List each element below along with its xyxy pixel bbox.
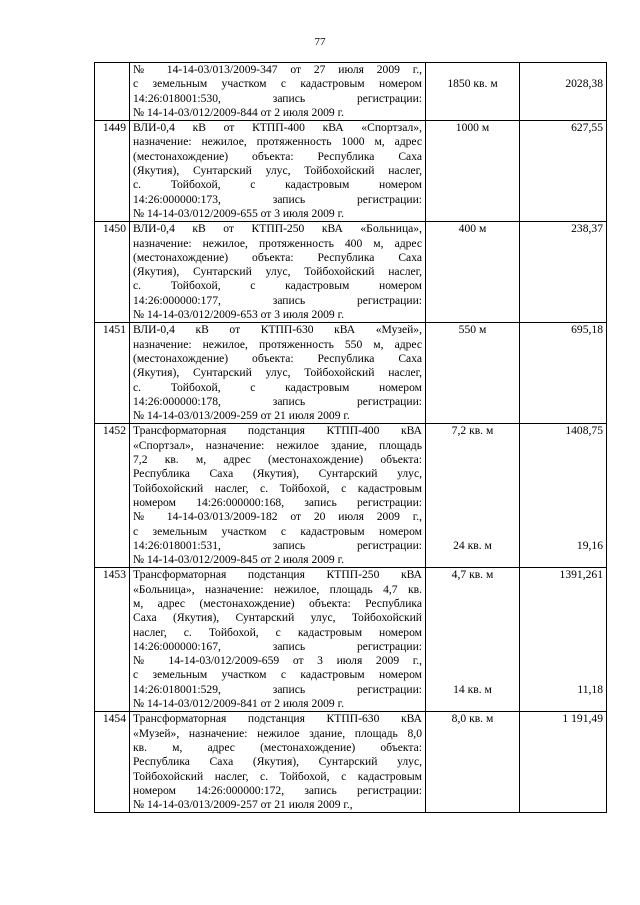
description-cell	[130, 568, 426, 712]
cost-cell	[520, 121, 607, 222]
description-line: «Музей», назначение: нежилое здание, площадь 8,0	[133, 726, 422, 740]
area-value: 400 м	[458, 222, 487, 236]
description-line: Тойбохойский наслег, с. Тойбохой, с кадастровым	[133, 769, 422, 783]
cost-value	[523, 525, 603, 539]
description-cell	[130, 63, 426, 121]
row-number-cell	[95, 63, 130, 121]
cost-value: 11,18	[577, 682, 603, 696]
table-row	[95, 323, 607, 424]
cost-value	[523, 453, 603, 467]
description-line: (местонахождение) объекта: Республика Саха	[133, 351, 422, 365]
area-value: 24 кв. м	[453, 538, 492, 552]
area-cell	[426, 424, 520, 568]
description-line: 14:26:000000:173, запись регистрации:	[133, 192, 422, 206]
description-cell	[130, 323, 426, 424]
row-number-cell: 1454	[95, 712, 130, 813]
table-row	[95, 424, 607, 568]
area-value: 4,7 кв. м	[451, 568, 494, 582]
area-value: 7,2 кв. м	[451, 424, 494, 438]
cost-value: 1391,261	[559, 568, 603, 582]
description-line: назначение: нежилое, протяженность 550 м, адрес	[133, 337, 422, 351]
area-value: 550 м	[458, 323, 487, 337]
area-value	[429, 467, 516, 481]
area-value	[429, 63, 516, 77]
description-line: 14:26:018001:530, запись регистрации:	[133, 91, 422, 105]
area-value: 1000 м	[455, 121, 490, 135]
area-cell	[426, 712, 520, 813]
description-line: № 14-14-03/012/2009-841 от 2 июля 2009 г.	[133, 697, 344, 711]
description-line: Республика Саха (Якутия), Сунтарский улус,	[133, 755, 422, 769]
cost-value: 627,55	[571, 121, 603, 135]
description-line: номером 14:26:000000:168, запись регистрации:	[133, 495, 422, 509]
description-line: м, адрес (местонахождение) объекта: Республика	[133, 596, 422, 610]
area-value	[429, 453, 516, 467]
cost-cell	[520, 63, 607, 121]
table-row	[95, 568, 607, 712]
cost-value	[523, 668, 603, 682]
cost-value	[523, 597, 603, 611]
description-line: с земельным участком с кадастровым номером	[133, 524, 422, 538]
cost-value: 1408,75	[565, 424, 603, 438]
description-line: ВЛИ-0,4 кВ от КТПП-400 кВА «Спортзал»,	[133, 121, 422, 135]
area-value	[429, 583, 516, 597]
cost-cell	[520, 568, 607, 712]
description-line: ВЛИ-0,4 кВ от КТПП-630 кВА «Музей»,	[133, 323, 422, 337]
description-line: Саха (Якутия), Сунтарский улус, Тойбохойский	[133, 611, 422, 625]
description-line: с. Тойбохой, с кадастровым номером	[133, 279, 422, 293]
description-line: № 14-14-03/012/2009-845 от 2 июля 2009 г.	[133, 553, 344, 567]
area-value	[429, 611, 516, 625]
cost-value	[523, 611, 603, 625]
row-number-cell: 1452	[95, 424, 130, 568]
description-line: 14:26:018001:531, запись регистрации:	[133, 538, 422, 552]
description-line: № 14-14-03/012/2009-844 от 2 июля 2009 г.	[133, 105, 344, 119]
registry-table-body	[95, 63, 607, 813]
cost-cell	[520, 222, 607, 323]
description-line: Тойбохойский наслег, с. Тойбохой, с кадастровым	[133, 481, 422, 495]
description-line: № 14-14-03/012/2009-655 от 3 июля 2009 г.	[133, 206, 344, 220]
description-line: 14:26:000000:167, запись регистрации:	[133, 639, 422, 653]
description-line: (Якутия), Сунтарский улус, Тойбохойский наслег,	[133, 164, 422, 178]
cost-value	[523, 626, 603, 640]
area-cell	[426, 121, 520, 222]
description-line: № 14-14-03/012/2009-659 от 3 июля 2009 г.,	[133, 654, 422, 668]
description-line: с. Тойбохой, с кадастровым номером	[133, 380, 422, 394]
table-row	[95, 63, 607, 121]
description-line: (Якутия), Сунтарский улус, Тойбохойский наслег,	[133, 265, 422, 279]
cost-value	[523, 583, 603, 597]
area-cell	[426, 568, 520, 712]
property-registry-table	[94, 62, 607, 813]
description-line: № 14-14-03/013/2009-182 от 20 июля 2009 г.,	[133, 510, 422, 524]
description-line: № 14-14-03/013/2009-347 от 27 июля 2009 г.,	[133, 63, 422, 76]
area-value	[429, 496, 516, 510]
description-line: с земельным участком с кадастровым номером	[133, 668, 422, 682]
description-line: 14:26:000000:178, запись регистрации:	[133, 394, 422, 408]
cost-value: 19,16	[576, 538, 603, 552]
table-row	[95, 121, 607, 222]
cost-value	[523, 510, 603, 524]
area-value: 1850 кв. м	[447, 77, 498, 91]
page-number: 77	[314, 36, 326, 48]
description-line: (местонахождение) объекта: Республика Саха	[133, 250, 422, 264]
description-line: 14:26:018001:529, запись регистрации:	[133, 682, 422, 696]
description-cell	[130, 424, 426, 568]
cost-value	[523, 63, 603, 77]
description-line: «Спортзал», назначение: нежилое здание, площадь	[133, 438, 422, 452]
description-line: ВЛИ-0,4 кВ от КТПП-250 кВА «Больница»,	[133, 222, 422, 236]
area-value	[429, 668, 516, 682]
cost-value: 1 191,49	[562, 712, 603, 726]
description-line: 7,2 кв. м, адрес (местонахождение) объекта:	[133, 453, 422, 467]
description-line: Республика Саха (Якутия), Сунтарский улус,	[133, 467, 422, 481]
description-line: № 14-14-03/013/2009-257 от 21 июля 2009 г.,	[133, 798, 353, 812]
cost-value	[523, 439, 603, 453]
description-line: кв. м, адрес (местонахождение) объекта:	[133, 740, 422, 754]
description-line: номером 14:26:000000:172, запись регистрации:	[133, 783, 422, 797]
row-number-cell: 1451	[95, 323, 130, 424]
description-line: Трансформаторная подстанция КТПП-250 кВА	[133, 568, 422, 582]
table-row	[95, 712, 607, 813]
row-number-cell: 1450	[95, 222, 130, 323]
cost-value: 2028,38	[565, 77, 603, 91]
cost-cell	[520, 323, 607, 424]
description-line: назначение: нежилое, протяженность 400 м, адрес	[133, 236, 422, 250]
area-value	[429, 439, 516, 453]
cost-cell	[520, 712, 607, 813]
description-line: 14:26:000000:177, запись регистрации:	[133, 293, 422, 307]
description-line: Трансформаторная подстанция КТПП-630 кВА	[133, 712, 422, 726]
cost-value: 238,37	[571, 222, 603, 236]
area-value	[429, 510, 516, 524]
description-line: с. Тойбохой, с кадастровым номером	[133, 178, 422, 192]
cost-cell	[520, 424, 607, 568]
cost-value: 695,18	[571, 323, 603, 337]
area-value: 8,0 кв. м	[451, 712, 494, 726]
description-cell	[130, 222, 426, 323]
row-number-cell: 1453	[95, 568, 130, 712]
area-value	[429, 640, 516, 654]
area-value: 14 кв. м	[453, 682, 492, 696]
table-row	[95, 222, 607, 323]
area-cell	[426, 63, 520, 121]
cost-value	[523, 482, 603, 496]
cost-value	[523, 640, 603, 654]
description-line: с земельным участком с кадастровым номером	[133, 77, 422, 91]
area-cell	[426, 222, 520, 323]
area-value	[429, 525, 516, 539]
area-value	[429, 654, 516, 668]
description-line: № 14-14-03/012/2009-653 от 3 июля 2009 г.	[133, 308, 344, 322]
area-value	[429, 597, 516, 611]
description-line: № 14-14-03/013/2009-259 от 21 июля 2009 г.	[133, 409, 350, 423]
area-cell	[426, 323, 520, 424]
description-line: (Якутия), Сунтарский улус, Тойбохойский наслег,	[133, 366, 422, 380]
description-cell	[130, 121, 426, 222]
description-line: «Больница», назначение: нежилое, площадь 4,7 кв.	[133, 582, 422, 596]
cost-value	[523, 496, 603, 510]
description-line: наслег, с. Тойбохой, с кадастровым номером	[133, 625, 422, 639]
cost-value	[523, 467, 603, 481]
description-line: назначение: нежилое, протяженность 1000 м, адрес	[133, 135, 422, 149]
area-value	[429, 482, 516, 496]
description-line: Трансформаторная подстанция КТПП-400 кВА	[133, 424, 422, 438]
row-number-cell: 1449	[95, 121, 130, 222]
description-line: (местонахождение) объекта: Республика Саха	[133, 149, 422, 163]
cost-value	[523, 654, 603, 668]
area-value	[429, 626, 516, 640]
description-cell	[130, 712, 426, 813]
